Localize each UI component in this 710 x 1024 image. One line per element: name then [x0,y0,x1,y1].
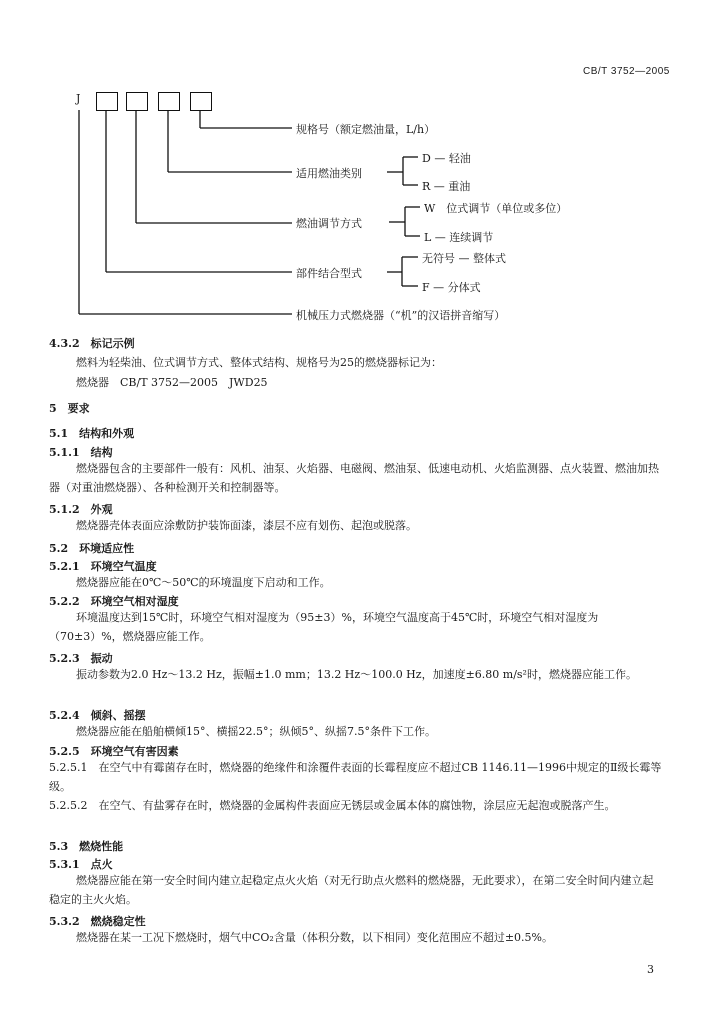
heading-5-2-1: 5.2.1 环境空气温度 [49,560,157,573]
heading-4-3-2: 4.3.2 标记示例 [49,337,135,350]
label-burner-type: 机械压力式燃烧器（“机”的汉语拼音缩写） [296,309,506,322]
example-designation: 燃烧器 CB/T 3752—2005 JWD25 [76,376,268,389]
heading-5-2-3: 5.2.3 振动 [49,652,113,665]
standard-code: CB/T 3752—2005 [583,66,670,77]
label-fuel-type: 适用燃油类别 [296,167,362,180]
prefix-letter: J [76,92,81,105]
para-5-3-1: 燃烧器应能在第一安全时间内建立起稳定点火火焰（对无行助点火燃料的燃烧器，无此要求），在第二安全时间内建立起稳定的主火火焰。 [49,874,654,906]
heading-5-1-1: 5.1.1 结构 [49,446,113,459]
heading-5: 5 要求 [49,402,90,415]
para-5-2-5-1: 5.2.5.1 在空气中有霉菌存在时，燃烧器的绝缘件和涂覆件表面的长霉程度应不超过CB 1146.11—1996中规定的Ⅱ级长霉等级。 [49,761,662,793]
structure-option-integral: 无符号 — 整体式 [422,252,506,265]
para-5-3-2: 燃烧器在某一工况下燃烧时，烟气中CO₂含量（体积分数，以下相同）变化范围应不超过±0.5%。 [76,931,554,944]
para-5-2-4: 燃烧器应能在船舶横倾15°、横摇22.5°；纵倾5°、纵摇7.5°条件下工作。 [76,725,436,738]
regulation-option-step: W 位式调节（单位或多位） [424,202,568,215]
heading-5-2: 5.2 环境适应性 [49,542,135,555]
para-5-2-5-2: 5.2.5.2 在空气、有盐雾存在时，燃烧器的金属构件表面应无锈层或金属本体的腐蚀物，涂层应无起泡或脱落产生。 [49,799,616,812]
heading-5-2-2: 5.2.2 环境空气相对湿度 [49,595,179,608]
heading-5-1-2: 5.1.2 外观 [49,503,113,516]
fuel-option-light: D — 轻油 [422,152,471,165]
para-5-1-2: 燃烧器壳体表面应涂敷防护装饰面漆，漆层不应有划伤、起泡或脱落。 [76,519,417,532]
para-5-2-1: 燃烧器应能在0℃～50℃的环境温度下启动和工作。 [76,576,331,589]
fuel-option-heavy: R — 重油 [422,180,471,193]
heading-5-3-2: 5.3.2 燃烧稳定性 [49,915,146,928]
para-5-1-1: 燃烧器包含的主要部件一般有：风机、油泵、火焰器、电磁阀、燃油泵、低速电动机、火焰监测器、点火装置、燃油加热器（对重油燃烧器）、各种检测开关和控制器等。 [49,462,659,494]
label-regulation-mode: 燃油调节方式 [296,217,362,230]
heading-5-3-1: 5.3.1 点火 [49,858,113,871]
heading-5-2-4: 5.2.4 倾斜、摇摆 [49,709,146,722]
regulation-option-continuous: L — 连续调节 [424,231,494,244]
heading-5-2-5: 5.2.5 环境空气有害因素 [49,745,179,758]
example-description: 燃料为轻柴油、位式调节方式、整体式结构、规格号为25的燃烧器标记为： [76,356,442,369]
heading-5-1: 5.1 结构和外观 [49,427,135,440]
para-5-2-2: 环境温度达到15℃时，环境空气相对湿度为（95±3）%，环境空气温度高于45℃时，环境空气相对湿度为（70±3）%，燃烧器应能工作。 [49,611,599,643]
page-number: 3 [647,963,654,976]
heading-5-3: 5.3 燃烧性能 [49,840,124,853]
structure-option-split: F — 分体式 [422,281,481,294]
para-5-2-3: 振动参数为2.0 Hz～13.2 Hz，振幅±1.0 mm；13.2 Hz～100.0 Hz，加速度±6.80 m/s²时，燃烧器应能工作。 [76,668,637,681]
label-size-number: 规格号（额定燃油量，L/h） [296,123,436,136]
label-structure-type: 部件结合型式 [296,267,362,280]
